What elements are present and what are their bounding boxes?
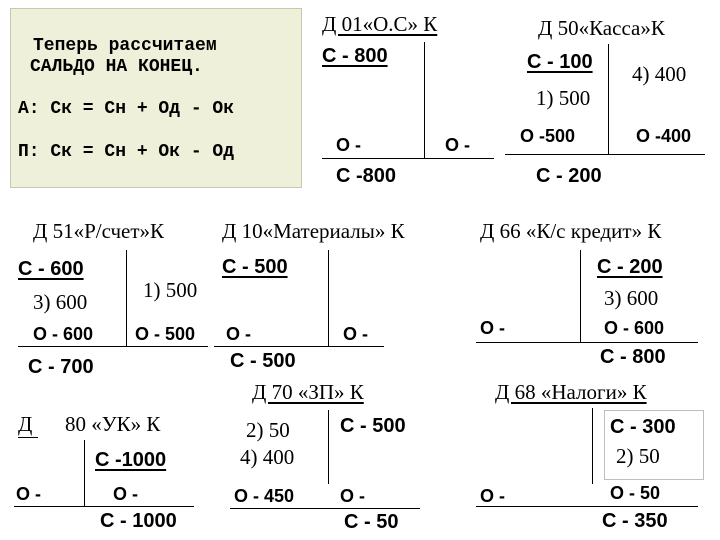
acc70-title: Д 70 «ЗП» К <box>252 380 364 404</box>
acc66-entry-credit-3: 3) 600 <box>604 286 659 310</box>
acc01-turnover-debit: О - <box>336 135 361 155</box>
acc51-title: Д 51«Р/счет»К <box>33 219 165 243</box>
acc50-title: Д 50«Касса»К <box>538 16 665 40</box>
acc80-title-d: Д <box>18 412 33 436</box>
formula-passive: П: Ск = Сн + Ок - Од <box>18 142 235 162</box>
acc50-entry-credit-4: 4) 400 <box>632 62 687 86</box>
acc68-divider <box>592 408 593 484</box>
acc66-turnover-credit: О - 600 <box>604 318 665 338</box>
acc70-opening-credit: С - 500 <box>340 415 406 437</box>
acc80-divider <box>84 440 85 506</box>
acc50-entry-debit-1: 1) 500 <box>536 86 591 110</box>
acc50-divider <box>608 44 609 154</box>
acc66-closing-credit: С - 800 <box>600 346 666 368</box>
acc01-opening-debit: С - 800 <box>322 45 388 67</box>
acc80-turnover-line <box>14 506 194 507</box>
acc80-title-line <box>18 437 38 438</box>
acc01-closing-debit: С -800 <box>336 165 397 187</box>
acc66-title: Д 66 «К/с кредит» К <box>480 219 662 243</box>
acc50-closing-debit: С - 200 <box>536 165 602 187</box>
acc10-turnover-debit: О - <box>226 324 251 344</box>
acc70-closing-credit: С - 50 <box>344 511 399 533</box>
acc80-opening-credit: С -1000 <box>95 449 167 471</box>
acc70-turnover-line <box>230 508 420 509</box>
acc70-turnover-debit: О - 450 <box>234 486 295 506</box>
acc10-turnover-line <box>214 346 384 347</box>
acc01-divider <box>424 42 425 158</box>
acc70-entry-debit-2: 2) 50 <box>246 418 290 442</box>
acc66-turnover-debit: О - <box>480 318 505 338</box>
note-line-2: САЛЬДО НА КОНЕЦ. <box>30 57 203 77</box>
acc80-turnover-credit: О - <box>113 484 138 504</box>
acc10-divider <box>328 250 329 346</box>
acc66-turnover-line <box>476 342 698 343</box>
acc10-closing-debit: С - 500 <box>230 350 296 372</box>
acc10-title: Д 10«Материалы» К <box>222 219 405 243</box>
acc50-opening-debit: С - 100 <box>527 51 593 73</box>
acc70-turnover-credit: О - <box>340 486 365 506</box>
acc01-title: Д 01«О.С» К <box>322 12 438 36</box>
acc80-title: 80 «УК» К <box>65 412 161 436</box>
acc70-entry-debit-4: 4) 400 <box>240 445 295 469</box>
acc51-entry-credit-1: 1) 500 <box>143 278 198 302</box>
acc70-divider <box>328 410 329 484</box>
acc01-turnover-line <box>322 158 494 159</box>
acc51-turnover-debit: О - 600 <box>33 324 94 344</box>
acc10-turnover-credit: О - <box>343 324 368 344</box>
acc80-turnover-debit: О - <box>16 484 41 504</box>
acc51-turnover-credit: О - 500 <box>135 324 196 344</box>
acc51-opening-debit: С - 600 <box>18 258 84 280</box>
acc68-turnover-credit: О - 50 <box>610 483 661 503</box>
acc68-turnover-line <box>476 506 698 507</box>
acc51-closing-debit: С - 700 <box>28 356 94 378</box>
acc68-closing-credit: С - 350 <box>602 510 668 532</box>
acc66-opening-credit: С - 200 <box>597 256 663 278</box>
acc68-title: Д 68 «Налоги» К <box>495 380 647 404</box>
acc68-turnover-debit: О - <box>480 486 505 506</box>
acc50-turnover-credit: О -400 <box>636 126 692 146</box>
acc66-divider <box>580 250 581 342</box>
acc51-divider <box>126 250 127 346</box>
formula-active: А: Ск = Сн + Од - Ок <box>18 99 235 119</box>
acc68-opening-credit: С - 300 <box>610 416 676 438</box>
acc51-entry-debit-3: 3) 600 <box>33 290 88 314</box>
acc50-turnover-debit: О -500 <box>520 126 576 146</box>
acc01-turnover-credit: О - <box>445 135 470 155</box>
acc68-entry-credit-2: 2) 50 <box>616 444 660 468</box>
acc50-turnover-line <box>505 154 705 155</box>
acc51-turnover-line <box>18 346 208 347</box>
note-line-1: Теперь рассчитаем <box>33 36 217 56</box>
acc10-opening-debit: С - 500 <box>222 256 288 278</box>
acc80-closing-credit: С - 1000 <box>100 510 177 532</box>
